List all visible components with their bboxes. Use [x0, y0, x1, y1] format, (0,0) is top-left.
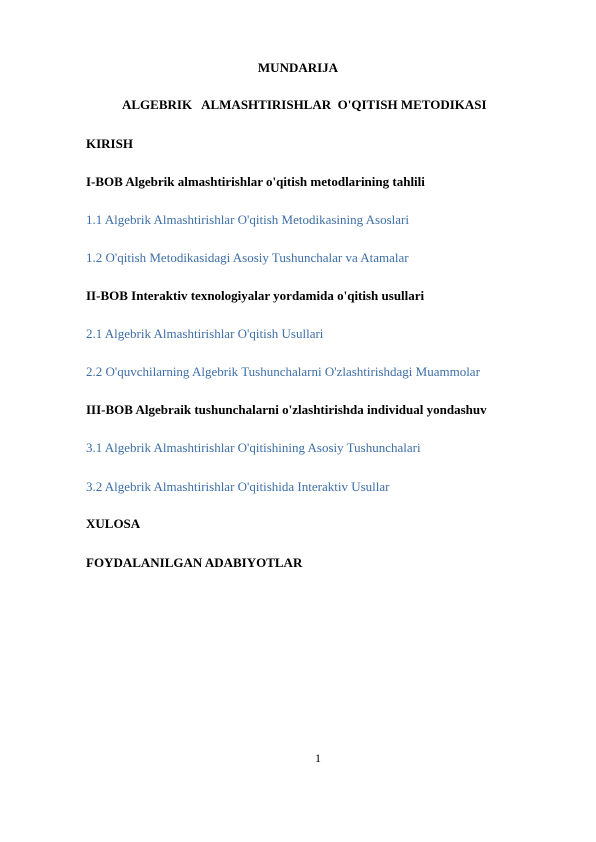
toc-entry-xulosa[interactable]: XULOSA: [86, 516, 141, 531]
toc-entry-section-1-2[interactable]: 1.2 O'qitish Metodikasidagi Asosiy Tushunchalar va Atamalar: [86, 250, 409, 265]
toc-entry-kirish[interactable]: KIRISH: [86, 136, 133, 151]
toc-entry-section-3-2[interactable]: 3.2 Algebrik Almashtirishlar O'qitishida Interaktiv Usullar: [86, 479, 390, 494]
toc-entry-chapter-2[interactable]: II-BOB Interaktiv texnologiyalar yordamida o'qitish usullari: [86, 288, 425, 303]
toc-entry-section-2-1[interactable]: 2.1 Algebrik Almashtirishlar O'qitish Usullari: [86, 326, 324, 341]
toc-entry-section-1-1[interactable]: 1.1 Algebrik Almashtirishlar O'qitish Metodikasining Asoslari: [86, 212, 409, 227]
toc-entry-references[interactable]: FOYDALANILGAN ADABIYOTLAR: [86, 555, 303, 570]
toc-heading: MUNDARIJA: [257, 60, 339, 75]
toc-entry-chapter-1[interactable]: I-BOB Algebrik almashtirishlar o'qitish metodlarining tahlili: [86, 174, 425, 189]
document-subtitle: ALGEBRIK ALMASHTIRISHLAR O'QITISH METODIKASI: [122, 97, 487, 112]
toc-entry-section-3-1[interactable]: 3.1 Algebrik Almashtirishlar O'qitishining Asosiy Tushunchalari: [86, 440, 421, 455]
toc-entry-chapter-3[interactable]: III-BOB Algebraik tushunchalarni o'zlashtirishda individual yondashuv: [86, 402, 487, 417]
page-number: 1: [315, 751, 321, 765]
toc-entry-section-2-2[interactable]: 2.2 O'quvchilarning Algebrik Tushunchalarni O'zlashtirishdagi Muammolar: [86, 364, 480, 379]
